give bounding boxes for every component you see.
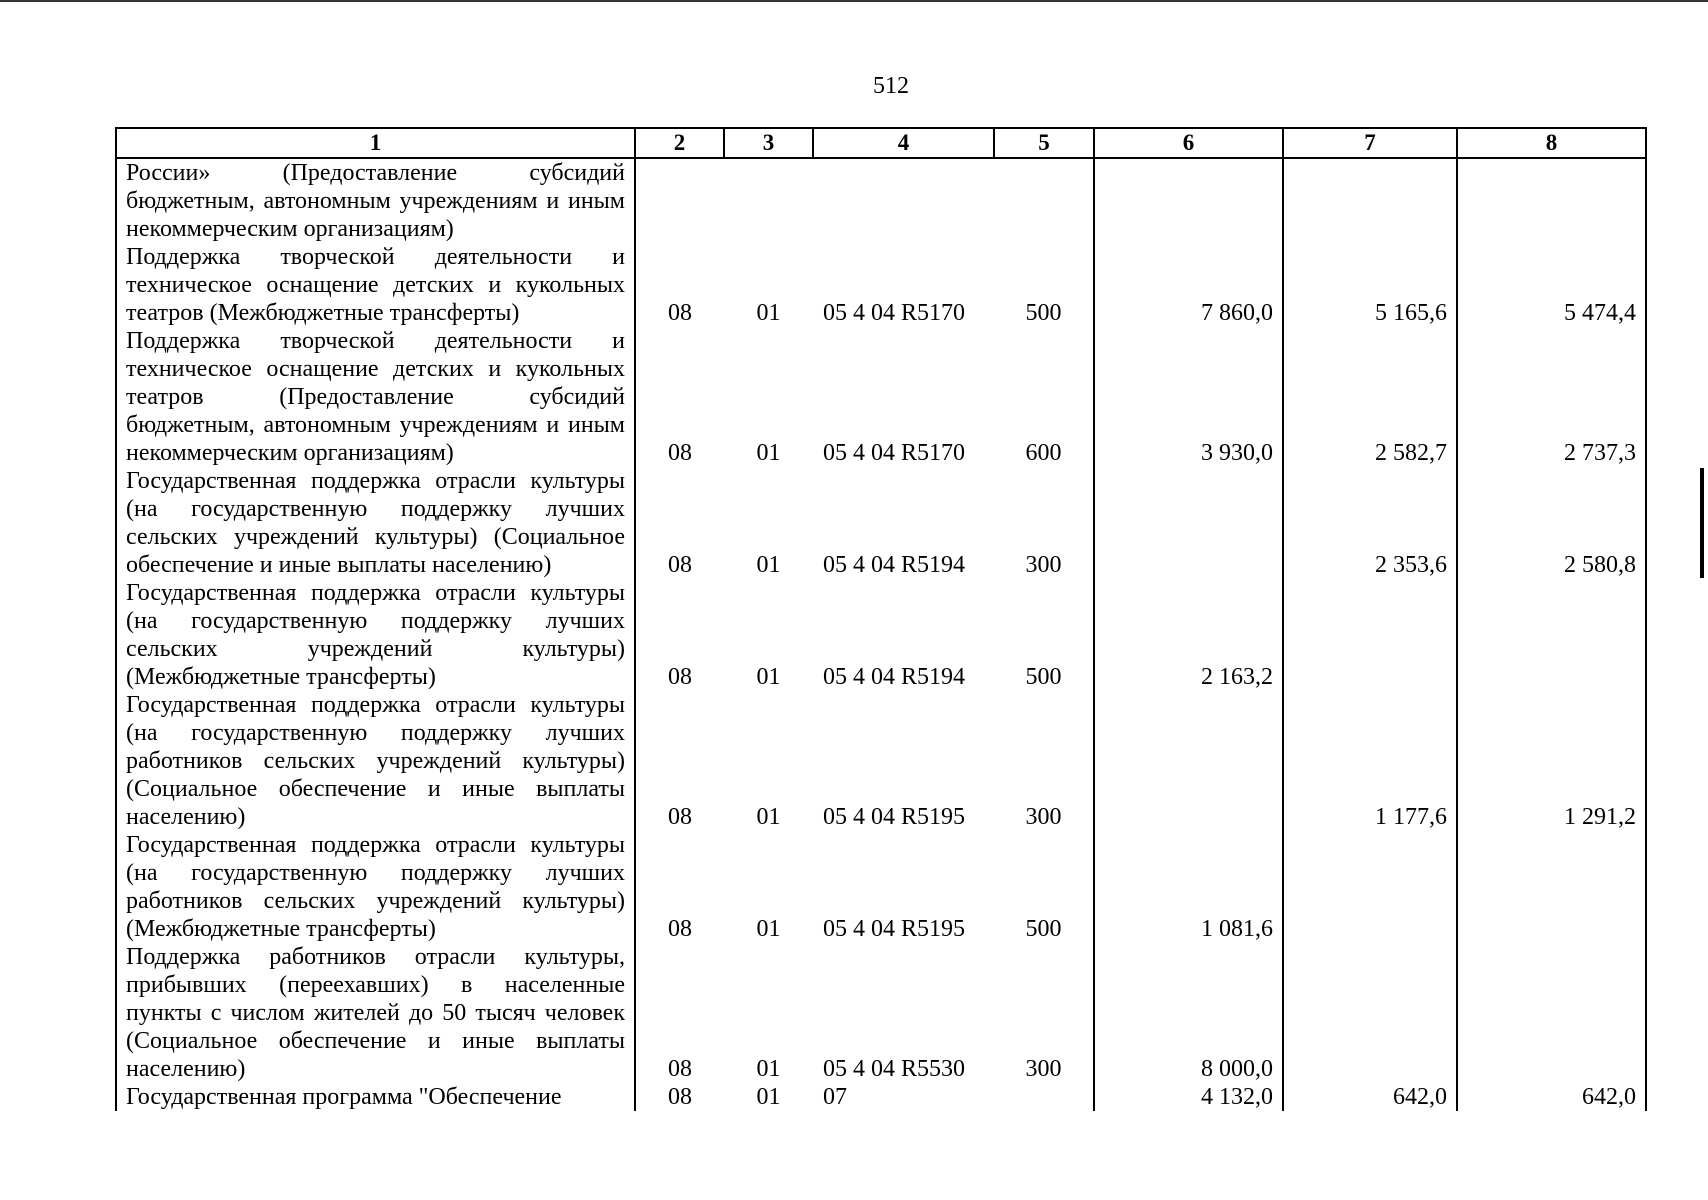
cell-target-article: 07: [823, 1084, 847, 1110]
cell-subsection: 01: [756, 300, 781, 326]
column-header-3: 3: [724, 128, 813, 158]
cell-amount-col6: 2 163,2: [1094, 579, 1283, 691]
cell-expense-type: 300: [994, 691, 1094, 831]
description-line: техническое оснащение детских и кукольных: [126, 356, 625, 382]
description-line: театров (Предоставление субсидий: [126, 384, 625, 410]
cell-subsection: 01: [756, 1056, 781, 1082]
description-line: Поддержка творческой деятельности и: [126, 328, 625, 354]
cell-section: 08: [635, 1083, 724, 1111]
cell-amount-col7: 1 177,6: [1283, 691, 1457, 831]
description-line: бюджетным, автономным учреждениям и иным: [126, 412, 625, 438]
cell-section: 08: [635, 467, 724, 579]
cell-section: 08: [635, 579, 724, 691]
table-row: [116, 691, 1646, 831]
cell-target-article: 05 4 04 R5195: [823, 804, 966, 830]
cell-amount-col8: 1 291,2: [1457, 691, 1646, 831]
cell-target-article: 05 4 04 R5170: [823, 300, 966, 326]
cell-expense-type: 500: [994, 579, 1094, 691]
description-line: (Социальное обеспечение и иные выплаты: [126, 776, 625, 802]
description-line: сельских учреждений культуры) (Социальное: [126, 524, 625, 550]
cell-expense-type: [994, 1083, 1094, 1111]
description-line: пункты с числом жителей до 50 тысяч человек: [126, 1000, 625, 1026]
cell-amount-col8: [1457, 579, 1646, 691]
cell-section: 08: [635, 243, 724, 327]
cell-amount-col6: 4 132,0: [1094, 1083, 1283, 1111]
cell-amount-col6: 7 860,0: [1094, 243, 1283, 327]
column-header-7: 7: [1283, 128, 1457, 158]
cell-target-article: 05 4 04 R5194: [823, 664, 966, 690]
column-header-8: 8: [1457, 128, 1646, 158]
description-line: техническое оснащение детских и кукольных: [126, 272, 625, 298]
table-row: [116, 467, 1646, 579]
cell-amount-col7: [1283, 943, 1457, 1083]
description-line: сельских учреждений культуры): [126, 636, 625, 662]
description-line: Государственная программа "Обеспечение: [126, 1084, 562, 1110]
cell-description: [116, 943, 635, 1083]
description-line: обеспечение и иные выплаты населению): [126, 552, 552, 578]
cell-amount-col7: [1283, 579, 1457, 691]
cell-amount-col8: 2 737,3: [1457, 327, 1646, 467]
description-line: (на государственную поддержку лучших: [126, 720, 625, 746]
cell-amount-col6: [1094, 467, 1283, 579]
table-body: [116, 158, 1646, 1111]
cell-section: 08: [635, 327, 724, 467]
cell-amount-col8: 5 474,4: [1457, 243, 1646, 327]
cell-amount-col8: [1457, 831, 1646, 943]
cell-section: [635, 158, 724, 243]
cell-description: [116, 579, 635, 691]
cell-description: [116, 691, 635, 831]
cell-description: [116, 158, 635, 243]
description-line: населению): [126, 804, 246, 830]
cell-amount-col8: [1457, 158, 1646, 243]
description-line: (на государственную поддержку лучших: [126, 608, 625, 634]
description-line: театров (Межбюджетные трансферты): [126, 300, 520, 326]
cell-target-article: [813, 158, 994, 243]
cell-expense-type: 300: [994, 467, 1094, 579]
cell-amount-col7: 2 353,6: [1283, 467, 1457, 579]
cell-expense-type: 500: [994, 831, 1094, 943]
table-row: [116, 1083, 1646, 1111]
top-rule: [0, 0, 1708, 2]
table-row: [116, 579, 1646, 691]
cell-target-article: 05 4 04 R5194: [823, 552, 966, 578]
cell-description: [116, 1083, 635, 1111]
column-header-5: 5: [994, 128, 1094, 158]
column-header-1: 1: [116, 128, 635, 158]
description-line: Поддержка работников отрасли культуры,: [126, 944, 625, 970]
description-line: населению): [126, 1056, 246, 1082]
description-line: Поддержка творческой деятельности и: [126, 244, 625, 270]
table-row: [116, 943, 1646, 1083]
cell-expense-type: [994, 158, 1094, 243]
cell-expense-type: 300: [994, 943, 1094, 1083]
description-line: (Социальное обеспечение и иные выплаты: [126, 1028, 625, 1054]
description-line: России» (Предоставление субсидий: [126, 160, 625, 186]
description-line: работников сельских учреждений культуры): [126, 888, 625, 914]
cell-target-article: 05 4 04 R5195: [823, 916, 966, 942]
description-line: (Межбюджетные трансферты): [126, 664, 436, 690]
description-line: Государственная поддержка отрасли культуры: [126, 832, 625, 858]
page-number: 512: [873, 73, 909, 99]
description-line: некоммерческим организациям): [126, 440, 454, 466]
description-line: (на государственную поддержку лучших: [126, 860, 625, 886]
table-row: [116, 158, 1646, 243]
cell-amount-col6: [1094, 158, 1283, 243]
cell-target-article: 05 4 04 R5170: [823, 440, 966, 466]
cell-amount-col8: [1457, 943, 1646, 1083]
cell-description: [116, 831, 635, 943]
cell-subsection: 01: [756, 440, 781, 466]
budget-table: [115, 127, 1647, 1111]
cell-subsection: 01: [756, 664, 781, 690]
description-line: (Межбюджетные трансферты): [126, 916, 436, 942]
description-line: некоммерческим организациям): [126, 216, 454, 242]
edge-mark: [1700, 468, 1704, 578]
cell-amount-col7: [1283, 831, 1457, 943]
cell-amount-col7: 642,0: [1283, 1083, 1457, 1111]
cell-amount-col7: 2 582,7: [1283, 327, 1457, 467]
cell-amount-col6: 1 081,6: [1094, 831, 1283, 943]
cell-amount-col6: 8 000,0: [1094, 943, 1283, 1083]
cell-amount-col8: 642,0: [1457, 1083, 1646, 1111]
cell-amount-col6: 3 930,0: [1094, 327, 1283, 467]
description-line: Государственная поддержка отрасли культуры: [126, 468, 625, 494]
cell-amount-col7: 5 165,6: [1283, 243, 1457, 327]
cell-section: 08: [635, 943, 724, 1083]
cell-description: [116, 467, 635, 579]
cell-amount-col7: [1283, 158, 1457, 243]
cell-section: 08: [635, 691, 724, 831]
header-row: [116, 128, 1646, 158]
cell-section: 08: [635, 831, 724, 943]
column-header-4: 4: [813, 128, 994, 158]
cell-subsection: 01: [756, 1084, 781, 1110]
description-line: прибывших (переехавших) в населенные: [126, 972, 625, 998]
table-row: [116, 831, 1646, 943]
cell-description: [116, 327, 635, 467]
cell-expense-type: 500: [994, 243, 1094, 327]
description-line: бюджетным, автономным учреждениям и иным: [126, 188, 625, 214]
column-header-6: 6: [1094, 128, 1283, 158]
cell-subsection: [724, 158, 813, 243]
cell-target-article: 05 4 04 R5530: [823, 1056, 966, 1082]
description-line: Государственная поддержка отрасли культуры: [126, 580, 625, 606]
cell-subsection: 01: [756, 552, 781, 578]
description-line: (на государственную поддержку лучших: [126, 496, 625, 522]
cell-expense-type: 600: [994, 327, 1094, 467]
description-line: работников сельских учреждений культуры): [126, 748, 625, 774]
cell-description: [116, 243, 635, 327]
table-row: [116, 327, 1646, 467]
cell-subsection: 01: [756, 916, 781, 942]
cell-amount-col6: [1094, 691, 1283, 831]
column-header-2: 2: [635, 128, 724, 158]
table-row: [116, 243, 1646, 327]
description-line: Государственная поддержка отрасли культуры: [126, 692, 625, 718]
cell-subsection: 01: [756, 804, 781, 830]
cell-amount-col8: 2 580,8: [1457, 467, 1646, 579]
